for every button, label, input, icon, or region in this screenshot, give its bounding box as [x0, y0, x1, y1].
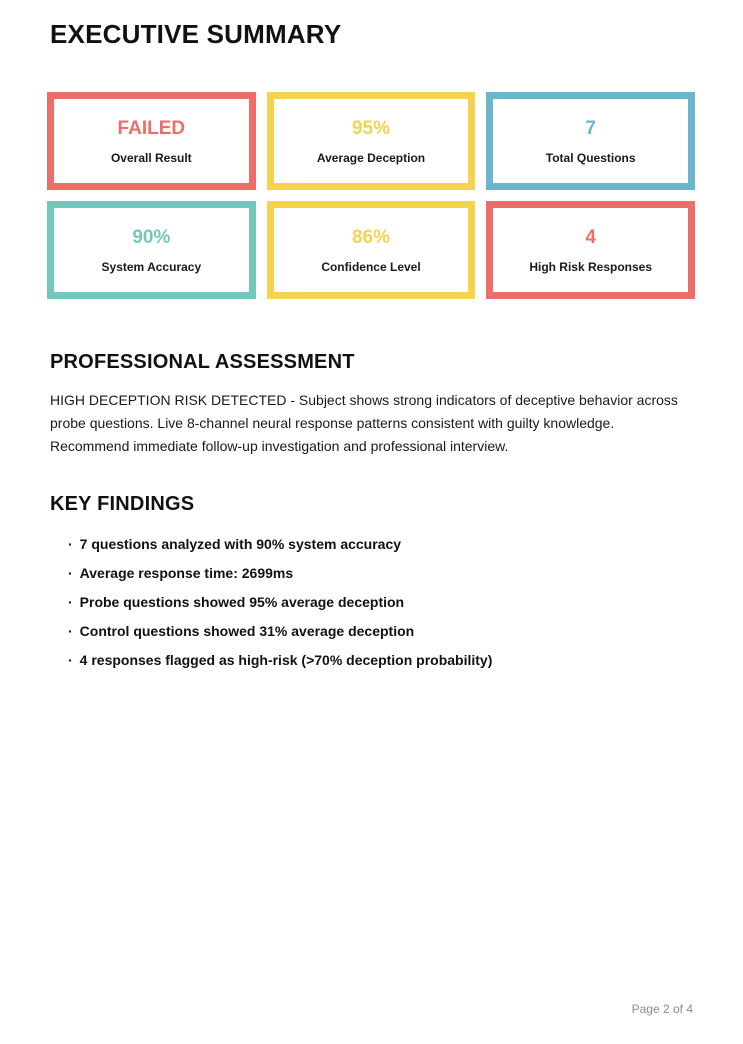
metrics-grid	[47, 92, 695, 299]
finding-item: · Average response time: 2699ms	[68, 566, 693, 580]
metric-value: 90%	[132, 226, 171, 248]
metric-card-average-deception	[267, 92, 476, 190]
metric-value: 4	[585, 226, 596, 248]
finding-item: · 7 questions analyzed with 90% system accuracy	[68, 537, 693, 551]
metric-card-system-accuracy	[47, 201, 256, 299]
metric-card-confidence-level	[267, 201, 476, 299]
assessment-body: HIGH DECEPTION RISK DETECTED - Subject shows strong indicators of deceptive behavior across probe questions. Live 8-channel neural response patterns consistent with guilty knowledge. Recommend immediate follow-up investigation and professional interview.	[50, 392, 678, 454]
metric-label: Total Questions	[545, 150, 636, 165]
metric-label: Overall Result	[110, 150, 192, 165]
findings-heading: KEY FINDINGS	[50, 493, 195, 515]
metric-label: System Accuracy	[101, 259, 202, 274]
metric-label: Average Deception	[316, 150, 426, 165]
findings-list	[50, 537, 693, 667]
metric-label: High Risk Responses	[529, 259, 653, 274]
assessment-heading: PROFESSIONAL ASSESSMENT	[50, 351, 355, 373]
finding-item: · Probe questions showed 95% average deception	[68, 595, 693, 609]
finding-item: · Control questions showed 31% average deception	[68, 624, 693, 638]
metric-label: Confidence Level	[321, 259, 421, 274]
section-key-findings	[50, 493, 693, 667]
finding-item: · 4 responses flagged as high-risk (>70% deception probability)	[68, 653, 693, 667]
metric-value: 95%	[351, 117, 390, 139]
page-footer: Page 2 of 4	[631, 1002, 693, 1016]
metric-value: 7	[585, 117, 596, 139]
metric-card-total-questions	[486, 92, 695, 190]
section-professional-assessment	[50, 351, 693, 458]
metric-card-high-risk-responses	[486, 201, 695, 299]
metric-card-overall-result	[47, 92, 256, 190]
metric-value: 86%	[351, 226, 390, 248]
page-title: EXECUTIVE SUMMARY	[50, 19, 342, 49]
metric-value: FAILED	[117, 117, 186, 139]
